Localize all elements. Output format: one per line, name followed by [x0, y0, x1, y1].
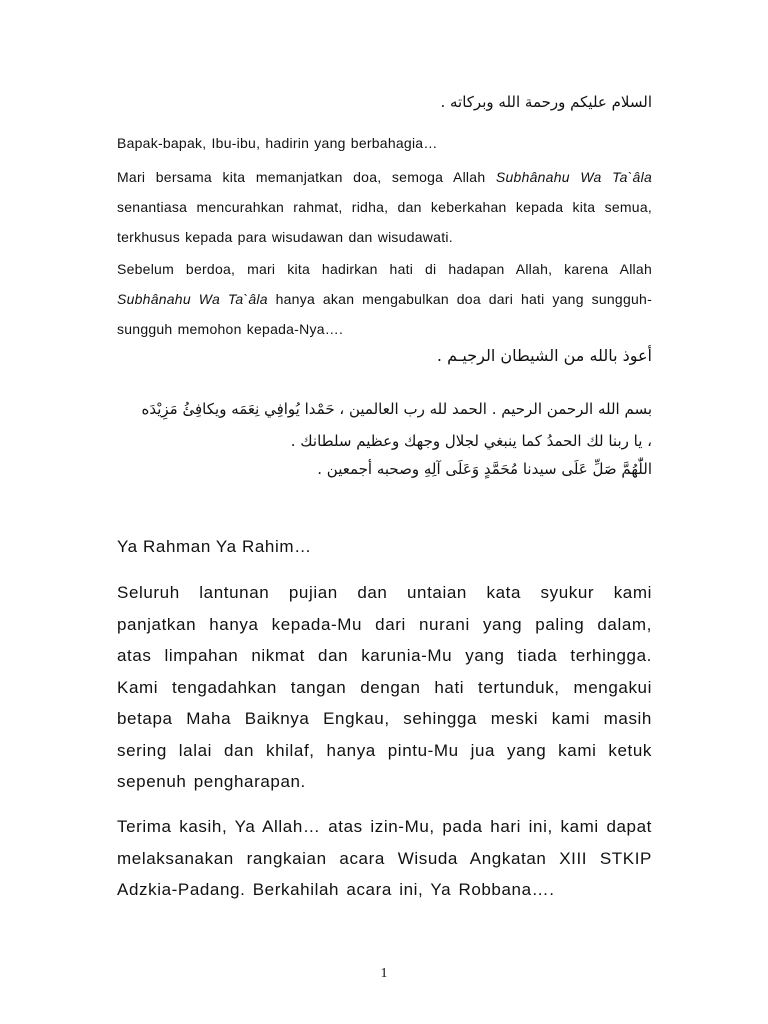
sebelum-text-2: hanya akan mengabulkan doa dari hati yang sungguh-sungguh memohon kepada-Nya…. — [117, 291, 652, 337]
salam-arabic: السلام عليكم ورحمة الله وبركاته . — [440, 93, 652, 111]
page-number: 1 — [380, 966, 388, 981]
seluruh-paragraph: Seluruh lantunan pujian dan untaian kata syukur kami panjatkan hanya kepada-Mu dari nurani yang paling dalam, atas limpahan nikmat dan karunia-Mu yang tiada terhingga. Kami tengadahkan tangan dengan hati tertunduk, mengakui betapa Maha Baiknya Engkau, sehingga meski kami masih sering lalai dan khilaf, hanya pintu-Mu jua yang kami ketuk sepenuh pengharapan. — [117, 583, 652, 791]
sebelum-divine-name: Subhânahu Wa Ta`âla — [117, 291, 268, 307]
greeting-paragraph — [117, 128, 652, 158]
ajakan-divine-name: Subhânahu Wa Ta`âla — [495, 169, 652, 185]
ajakan-doa-paragraph — [117, 162, 652, 252]
shalawat-arabic: اللّٰهُمَّ صَلِّ عَلَى سيدنا مُحَمَّدٍ وَعَلَى آلِهِ وصحبه أجمعين . — [317, 460, 652, 478]
ajakan-text-1: Mari bersama kita memanjatkan doa, semoga Allah — [117, 169, 496, 185]
greeting-text: Bapak-bapak, Ibu-ibu, hadirin yang berbahagia… — [117, 135, 438, 151]
ajakan-text-2: senantiasa mencurahkan rahmat, ridha, dan keberkahan kepada kita semua, terkhusus kepada para wisudawan dan wisudawati. — [117, 199, 652, 245]
basmalah-hamdalah-arabic — [117, 393, 652, 457]
sebelum-berdoa-paragraph — [117, 254, 652, 344]
basmalah-line-2: ، يا ربنا لك الحمدُ كما ينبغي لجلال وجهك وعظيم سلطانك . — [290, 432, 652, 450]
doa-heading: Ya Rahman Ya Rahim… — [117, 537, 312, 556]
sebelum-text-1: Sebelum berdoa, mari kita hadirkan hati di hadapan Allah, karena Allah — [117, 261, 652, 277]
basmalah-line-1: بسم الله الرحمن الرحيم . الحمد لله رب العالمين ، حَمْدا يُوافِي نِعَمَه ويكافِئُ مَزِيْدَه — [141, 400, 652, 418]
terima-kasih-paragraph: Terima kasih, Ya Allah… atas izin-Mu, pada hari ini, kami dapat melaksanakan rangkaian acara Wisuda Angkatan XIII STKIP Adzkia-Padang. Berkahilah acara ini, Ya Robbana…. — [117, 817, 652, 899]
taawudz-arabic: أعوذ بالله من الشيطان الرجيـم . — [436, 346, 652, 365]
